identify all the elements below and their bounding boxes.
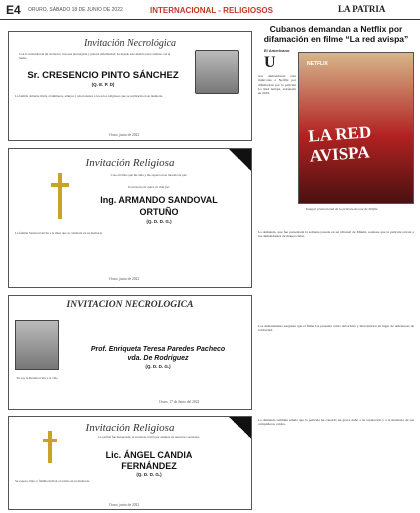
- deceased-name-line1: Lic. ÁNGEL CANDIA: [105, 450, 193, 460]
- drop-cap: U: [264, 54, 276, 71]
- movie-poster: [298, 52, 414, 204]
- deceased-abbr: (Q. D. D. G.): [145, 364, 171, 369]
- box-date: Oruro, 17 de Junio del 2022: [159, 400, 200, 404]
- article-headline: Cubanos demandan a Netflix por difamación en filme “La red avispa”: [263, 24, 409, 44]
- box-date: Oruro, junio de 2022: [109, 277, 140, 281]
- cross-icon: [43, 431, 57, 463]
- obituary-box-2: [8, 148, 252, 288]
- header-date: ORURO, SÁBADO 18 DE JUNIO DE 2022: [28, 7, 123, 13]
- family-text: La familia Sandoval invita a la misa que se celebrará en su memoria.: [15, 231, 103, 235]
- article-paragraph-1: nos demandaron este miércoles a Netflix por difamación por la película La Red Avispa, estrenada en 2019.: [258, 74, 296, 96]
- deceased-name-line1: Prof. Enriqueta Teresa Paredes Pacheco: [90, 346, 226, 353]
- cross-icon: [51, 173, 69, 219]
- deceased-name: Sr. CRESENCIO PINTO SÁNCHEZ: [27, 70, 179, 81]
- article-source: El Americano: [264, 48, 290, 53]
- box-title: INVITACION NECROLOGICA: [66, 300, 194, 310]
- obituary-box-3: [8, 295, 252, 410]
- deceased-abbr: (Q. D. D. G.): [136, 472, 162, 477]
- poster-brand: NETFLIX: [307, 61, 328, 67]
- box-title: Invitación Religiosa: [85, 157, 175, 169]
- intro-text: Con la serenidad de un atardecer, tras una prolongada y penosa enfermedad, ha dejado este mundo para reunirse con el Señor.: [19, 52, 171, 60]
- photo-caption: Yo soy la Resurrección y la vida: [16, 376, 58, 380]
- deceased-name-line1: Ing. ARMANDO SANDOVAL: [100, 195, 218, 205]
- news-article: [258, 24, 414, 513]
- box-title: Invitación Religiosa: [85, 422, 175, 434]
- box-title: Invitación Necrológica: [83, 38, 177, 49]
- article-paragraph-3: Los demandantes aseguran que el filme los presenta como terroristas y mercenarios en lugar de defensores de la libertad.: [258, 324, 414, 333]
- page-header: [0, 0, 420, 20]
- verse-text: Creo en Dios que me ama y me espera en su morada de paz.: [110, 173, 188, 177]
- article-paragraph-2: La demanda, que fue presentada la semana pasada en un tribunal de Miami, sostiene que la película retrata a los demandantes de manera falsa.: [258, 230, 414, 239]
- box-date: Oruro, junio de 2022: [109, 503, 140, 507]
- deceased-photo: [195, 50, 239, 94]
- deceased-name-line2: vda. De Rodríguez: [127, 355, 189, 362]
- verse-text: La partida fue inesperada, tu recuerdo vivirá por siempre en nuestros corazones.: [97, 435, 201, 439]
- deceased-name-line2: FERNÁNDEZ: [121, 461, 177, 471]
- poster-caption: Imagen promocional de la película de una de Netflix.: [306, 207, 379, 211]
- family-text: Su esposa, hijos y familia invitan a la misa en su memoria.: [15, 479, 90, 483]
- deceased-abbr: (Q. D. D. G.): [146, 219, 172, 224]
- newspaper-logo: LA PATRIA: [338, 4, 386, 14]
- page-number: E4: [6, 3, 21, 17]
- deceased-abbr: (Q. E. P. D): [91, 82, 115, 87]
- obituary-box-1: [8, 31, 252, 141]
- deceased-name-line2: ORTUÑO: [139, 207, 179, 217]
- subtitle-text: In memoria de quien en vida fue:: [127, 185, 171, 189]
- box-date: Oruro, junio de 2022: [109, 133, 140, 137]
- family-text: La familia doliente invita a familiares, amigos y relacionados a los actos religiosos que se realizarán en su memoria.: [15, 94, 163, 98]
- poster-title: LA RED AVISPA: [307, 122, 372, 166]
- section-title: INTERNACIONAL - RELIGIOSOS: [150, 6, 273, 15]
- article-paragraph-4: La demanda también señala que la película ha causado un grave daño a su reputación y a la memoria de sus compañeros caídos.: [258, 418, 414, 427]
- deceased-photo: [15, 320, 59, 370]
- obituary-box-4: [8, 416, 252, 510]
